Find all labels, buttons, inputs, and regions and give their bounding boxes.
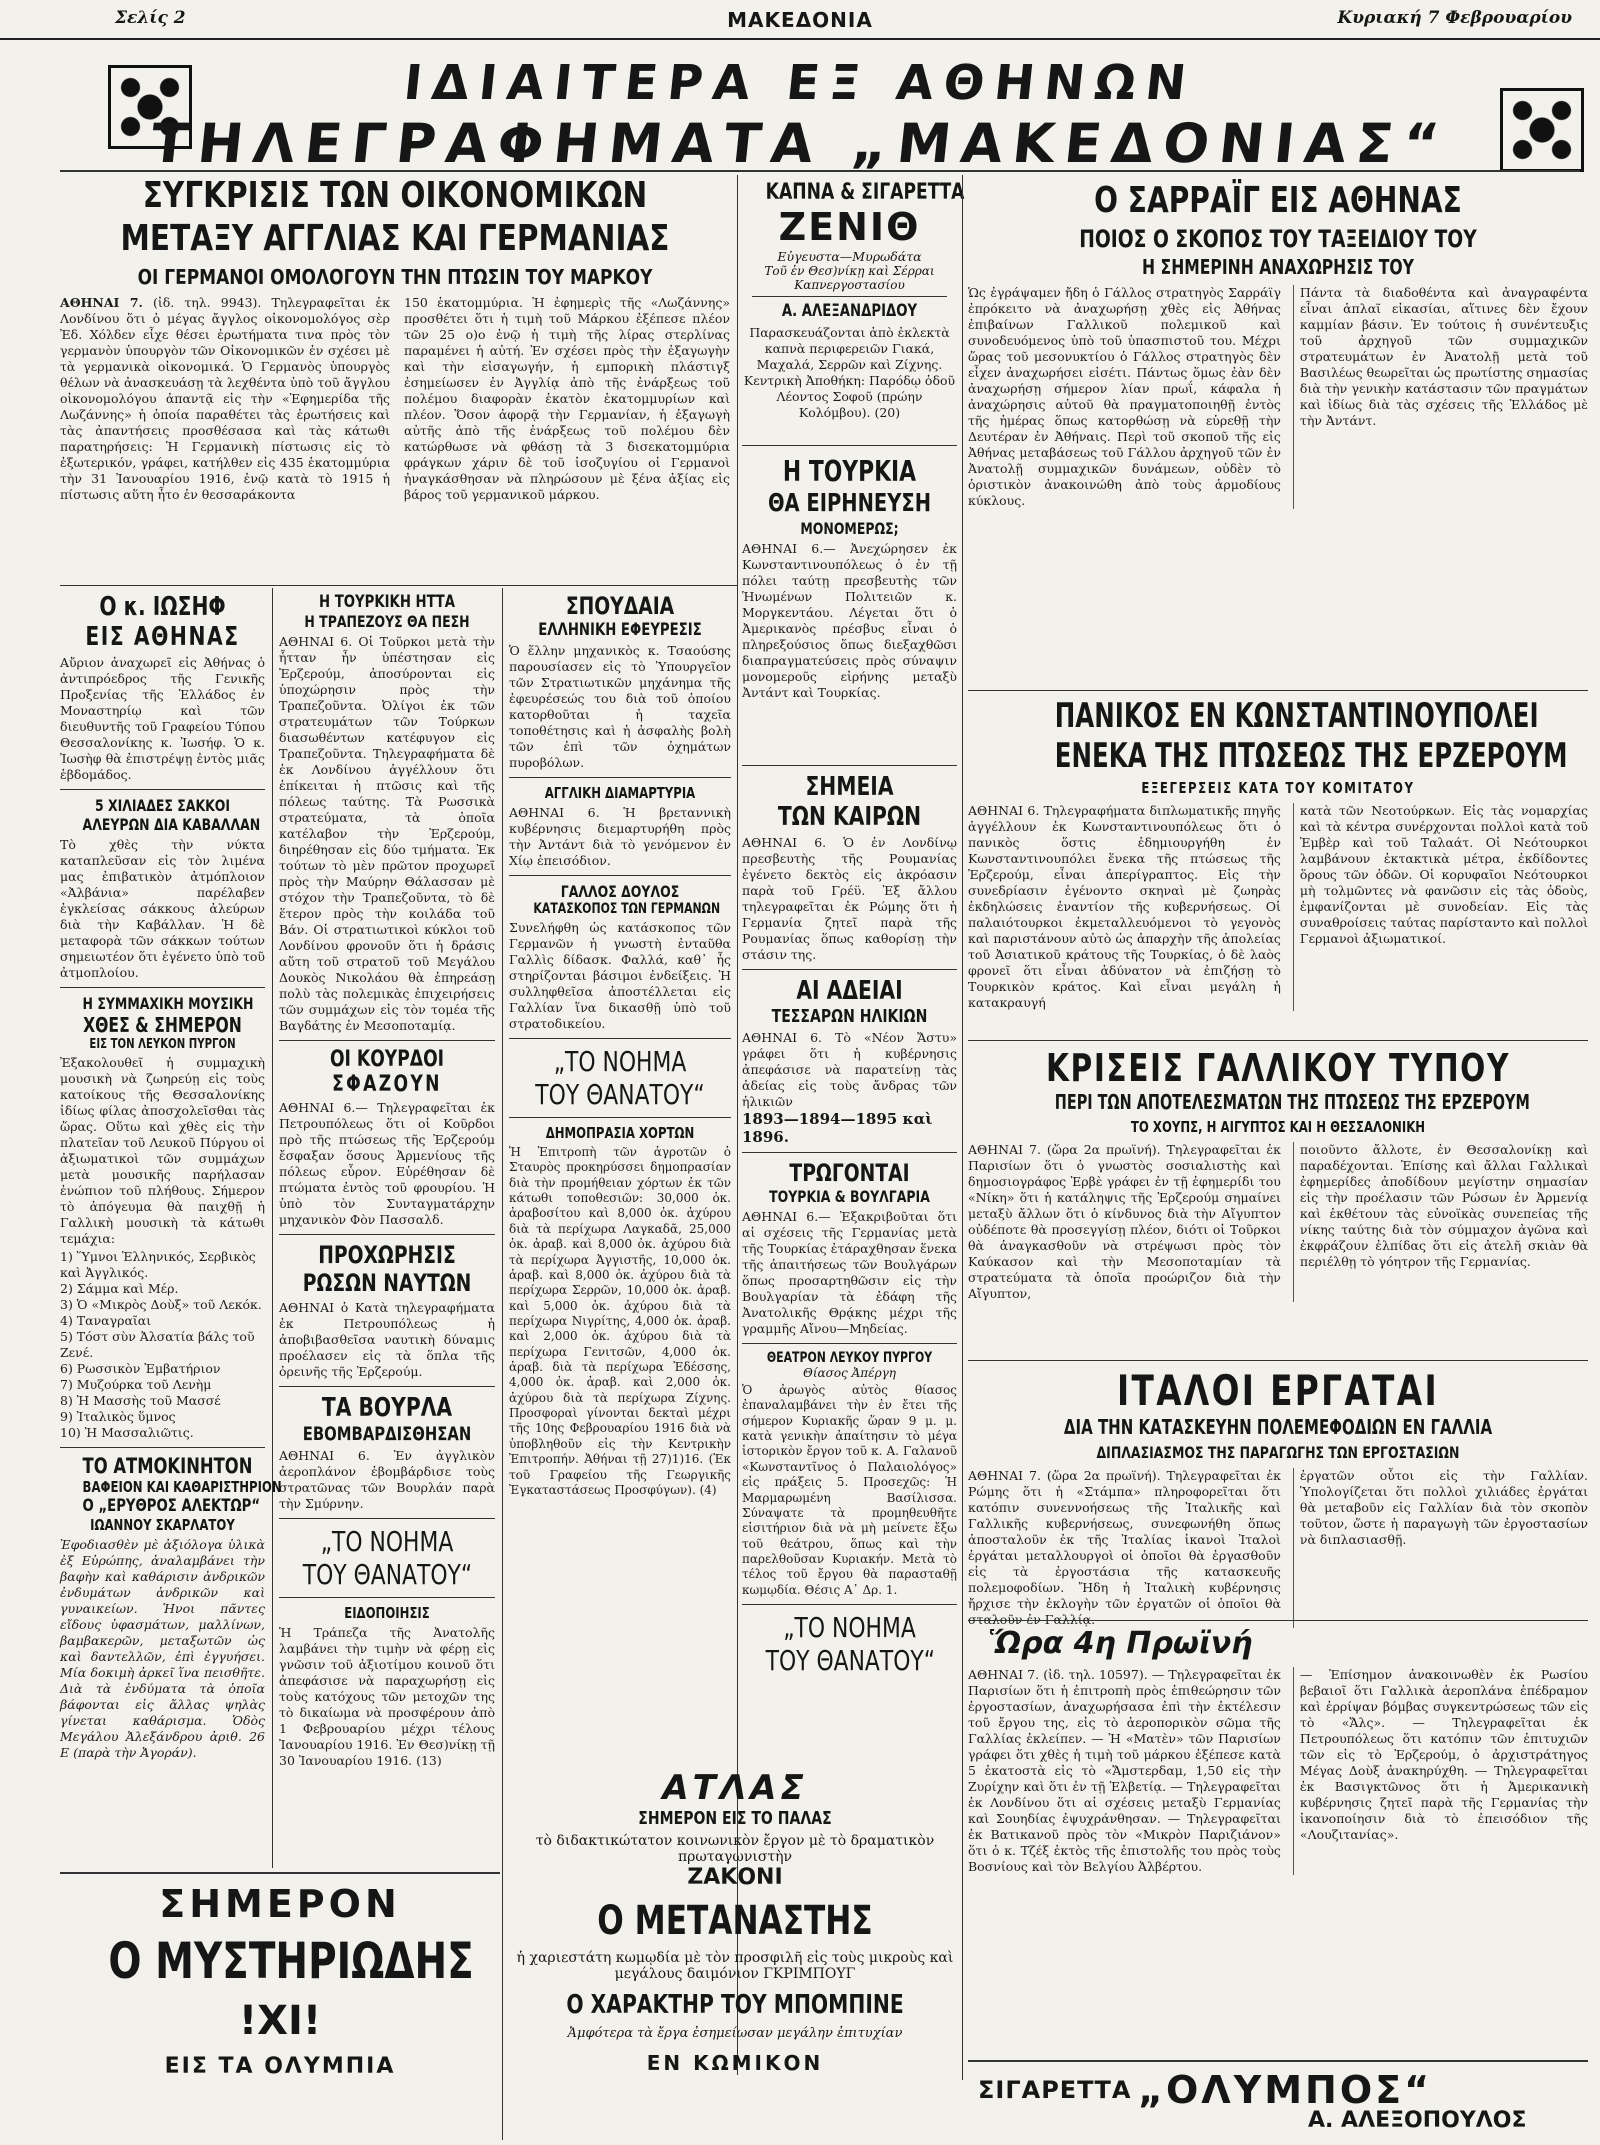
sarrail-text-right: Πάντα τὰ διαδοθέντα καὶ ἀναγραφέντα εἶναι ἁπλαῖ εἰκασίαι, αἵτινες δὲν ἔχουν καμμίαν βάσιν. Ἐν τούτοις ἡ συνέντευξις τοῦ ἀρχηγοῦ τῶν συμμαχικῶν στρατευμάτων ἐν Ἀνατολῇ μετὰ τοῦ Βασιλέως θεωρεῖται ὡς πρωτίστης σημασίας διὰ τὴν γενικὴν κατάστασιν τῶν πραγμάτων καὶ ἰδίως διὰ τὰς σχέσεις τῆς Ἑλλάδος μὲ τὴν Ἀντάντ. (1293, 285, 1588, 509)
banner-rule (60, 170, 1580, 172)
lead-dateline: ΑΘΗΝΑΙ 7. (60, 295, 143, 310)
kapna-text: Παρασκευάζονται ἀπὸ ἐκλεκτὰ καπνὰ περιφερειῶν Γιακά, Μαχαλά, Σερρῶν καὶ Ζίχνης. Κεντρικὴ Ἀποθήκη: Παρόδῳ ὁδοῦ Λέοντος Σοφοῦ (πρώην Κολόμβου). (20) (743, 325, 956, 420)
spoydaia-text: Ὁ ἕλλην μηχανικὸς κ. Τσαούσης παρουσίασεν εἰς τὸ Ὑπουργεῖον τῶν Στρατιωτικῶν μηχάνημα τῆς ἐφευρέσεώς του διὰ τοῦ ὁποίου κατορθοῦται ἡ ταχεῖα τοποθέτησις καὶ ἡ ἀσφαλὴς βολὴ τῶν ἐπὶ τῶν ὀχημάτων πυροβόλων. (509, 643, 731, 770)
col-b (279, 592, 495, 1769)
ad-komikon: ΕΝ ΚΩΜΙΚΟΝ (646, 2051, 824, 2075)
column-rule-4 (502, 588, 503, 1868)
program-item: 10) Ἡ Μασσαλιῶτις. (60, 1425, 194, 1440)
voyrla-text: ΑΘΗΝΑΙ 6. Ἐν ἀγγλικὸν ἀεροπλάνον ἐβομβάρδισε τοὺς στρατῶνας τῶν Βουρλάν παρὰ τὴν Σμύρνην. (279, 1448, 495, 1511)
sarrail-subtitle-2: Η ΣΗΜΕΡΙΝΗ ΑΝΑΧΩΡΗΣΙΣ ΤΟΥ (1142, 255, 1414, 279)
kriseis-rule (968, 1040, 1588, 1041)
noima3-line2: ΤΟΥ ΘΑΝΑΤΟΥ“ (765, 1644, 936, 1678)
panikos-title2: ΕΝΕΚΑ ΤΗΣ ΠΤΩΣΕΩΣ ΤΗΣ ΕΡΖΕΡΟΥΜ (1054, 736, 1568, 776)
col-a (60, 592, 282, 1761)
iosif-text: Αὔριον ἀναχωρεῖ εἰς Ἀθήνας ὁ ἀντιπρόεδρος τῆς Γενικῆς Προξενίας τῆς Ἑλλάδος ἐν Μοναστηρίῳ καὶ τῶν διευθυντῆς τοῦ Γραφείου Τύπου Θεσσαλονίκης κ. Ἰωσήφ. Ὁ κ. Ἰωσὴφ θὰ ἐπιστρέψῃ ἐντὸς μιᾶς ἑβδομάδος. (60, 655, 265, 782)
panikos-text-right: κατὰ τῶν Νεοτούρκων. Εἰς τὰς νομαρχίας καὶ τὰ κέντρα συνέρχονται πολλοὶ κατὰ τοῦ Ἐμβὲρ καὶ τοῦ Ταλαάτ. Οἱ Νεότουρκοι λαμβάνουν ἐκτακτικὰ μέτρα, ἐκδίδοντες ὅρους τῶν ὁδῶν. Οἱ κορυφαῖοι Νεότουρκοι μὴ τολμῶντες νὰ φανῶσιν εἰς τὰς ὁδοὺς, ἐμφανίζονται μὲ συνοδείαν. Εἰς τὰς συναθροίσεις ταύτας παρίσταντο καὶ πολλοὶ Γερμανοὶ ἀξιωματικοί. (1293, 803, 1588, 1011)
banner-line-2: ΤΗΛΕΓΡΑΦΗΜΑΤΑ „ΜΑΚΕΔΟΝΙΑΣ“ (147, 112, 1453, 175)
mousiki-title3: ΕΙΣ ΤΟΝ ΛΕΥΚΟΝ ΠΥΡΓΟΝ (89, 1037, 236, 1052)
banner-line-1: ΙΔΙΑΙΤΕΡΑ ΕΞ ΑΘΗΝΩΝ (401, 55, 1199, 111)
col-d (742, 765, 957, 1677)
itta-title1: Η ΤΟΥΡΚΙΚΗ ΗΤΤΑ (318, 592, 455, 612)
atmokiniton-title4: ΙΩΑΝΝΟΥ ΣΚΑΡΛΑΤΟΥ (90, 1516, 235, 1534)
noima1-line2: ΤΟΥ ΘΑΝΑΤΟΥ“ (302, 1558, 473, 1591)
ad-alexopoulos: Α. ΑΛΕΞΟΠΟΥΛΟΣ (1308, 2108, 1527, 2133)
ad-metanastis: Ο ΜΕΤΑΝΑΣΤΗΣ (597, 1898, 873, 1944)
koyrdoi-title1: ΟΙ ΚΟΥΡΔΟΙ (329, 1047, 445, 1072)
kapna-title: ΚΑΠΝΑ & ΣΙΓΑΡΕΤΤΑ (765, 180, 965, 205)
theatron-title: ΘΕΑΤΡΟΝ ΛΕΥΚΟΥ ΠΥΡΓΟΥ (766, 1350, 933, 1366)
simeron-rule (60, 1872, 500, 1874)
mousiki-title1: Η ΣΥΜΜΑΧΙΚΗ ΜΟΥΣΙΚΗ (82, 994, 254, 1013)
palas-ad (509, 1768, 961, 2075)
noima3-line1: „ΤΟ ΝΟΗΜΑ (783, 1611, 916, 1645)
sarrail-title: Ο ΣΑΡΡΑΪΓ ΕΙΣ ΑΘΗΝΑΣ (1094, 180, 1462, 221)
ad-olympia: ΕΙΣ ΤΑ ΟΛΥΜΠΙΑ (164, 2054, 396, 2079)
noima1-line1: „ΤΟ ΝΟΗΜΑ (320, 1525, 454, 1558)
kriseis-text-left: ΑΘΗΝΑΙ 7. (ὥρα 2α πρωϊνή). Τηλεγραφεῖται ἐκ Παρισίων ὅτι ὁ γνωστὸς σοσιαλιστὴς καὶ δημοσιογράφος Ἐρβὲ γράφει ἐν τῇ ἐφημερίδι του «Νίκη» ὅτι ἡ κατάληψις τῆς Ἐρζερούμ σημαίνει μεταξὺ ἄλλων ὅτι ὁ κίνδυνος διὰ τὴν Αἴγυπτον οὐδέποτε θὰ προσεγγίσῃ πλέον, διότι οἱ Τοῦρκοι θὰ ἀναγκασθοῦν νὰ στρέψωσι πρὸς τὸν Καύκασον καὶ τὴν Μεσοποταμίαν τὰ στρατεύματα τὰ ὁποῖα προώριζον διὰ τὴν Αἴγυπτον, (968, 1142, 1281, 1301)
ad-olympos: „ΟΛΥΜΠΟΣ“ (1138, 2068, 1433, 2112)
kapna-ad (742, 180, 965, 421)
header-rule (0, 38, 1600, 40)
program-item: 2) Σάμμα καὶ Μέρ. (60, 1281, 179, 1296)
panikos-rule (968, 690, 1588, 691)
atmokiniton-text: Ἐφοδιασθὲν μὲ ἀξιόλογα ὑλικὰ ἐξ Εὐρώπης, ἀναλαμβάνει τὴν βαφὴν καὶ καθάρισιν ἀνδρικῶν ἐνδυμάτων ἀνδρικῶν καὶ γυναικείων. Ἡνοι πᾶντες εἴδους ὑφασμάτων, μαλλίνων, βαμβακερῶν, μεταξωτῶν ὡς καὶ δαντελλῶν, ἐπὶ ἐγγυήσει. Μία δοκιμὴ ἀρκεῖ ἵνα πεισθῆτε. Διὰ τὰ ἐνδύματα τὰ ὁποῖα βάφονται εἰς ἄλλας ψηλὰς γίνεται καθάρισμα. Ὁδὸς Μεγάλου Ἀλεξάνδρου ἀριθ. 26 Ε (παρὰ τὴν Ἀγοράν). (60, 1537, 265, 1760)
kriseis-title1: ΚΡΙΣΕΙΣ ΓΑΛΛΙΚΟΥ ΤΥΠΟΥ (1046, 1046, 1510, 1090)
column-rule-3 (272, 588, 273, 1868)
simeia-title1: ΣΗΜΕΙΑ (805, 772, 894, 802)
program-item: 6) Ρωσσικὸν Ἐμβατήριον (60, 1361, 221, 1376)
itta-title2: Η ΤΡΑΠΕΖΟΥΣ ΘΑ ΠΕΣΗ (304, 612, 470, 631)
noima2-line1: „ΤΟ ΝΟΗΜΑ (553, 1045, 687, 1078)
ora4-rule (968, 1620, 1588, 1621)
dimoprasia-text: Ἡ Ἐπιτροπὴ τῶν ἀγροτῶν ὁ Σταυρὸς προκηρύσσει δημοπρασίαν διὰ τὴν προμήθειαν χόρτων ἐκ τῶν κάτωθι τοποθεσιῶν: 30,000 ὀκ. ἀραβοσίτου καὶ 8,000 ὀκ. ἀχύρου διὰ τὰ περίχωρα Λαγκαδᾶ, 25,000 ὀκ. ἀραβ. καὶ 8,000 ὀκ. ἀχύρου διὰ τὰ περίχωρα Ἀγγιστῆς, 10,000 ὀκ. ἀραβ. καὶ 8,000 ὀκ. ἀχύρου διὰ τὰ περίχωρα Σερρῶν, 10,000 ὀκ. ἀραβ. καὶ 5,000 ὀκ. ἀχύρου διὰ τὰ περίχωρα Νιγρίτης, 4,000 ὀκ. ἀραβ. καὶ 2,000 ὀκ. ἀχύρου διὰ τὰ περίχωρα Γενιτσῶν, 4,000 ὀκ. ἀραβ. διὰ τὰ περίχωρα Ἐδέσσης, 4,000 ὀκ. ἀραβ. καὶ 2,000 ὀκ. ἀχύρου διὰ τὰ περίχωρα Ζίχνης. Προσφοραὶ γίνονται δεκταὶ μέχρι τῆς 10ης Φεβρουαρίου 1916 διὰ νὰ ὑποβληθοῦν εἰς τὴν Κεντρικὴν Ἐπιτροπήν. Ἀθήναι τῇ 27)1)16. (Ἐκ τοῦ Γραφείου τῆς Γεωργικῆς Ἐγκαταστάσεως Προσφύγων). (4) (509, 1145, 731, 1497)
spoydaia-title1: ΣΠΟΥΔΑΙΑ (565, 592, 675, 620)
program-item: 9) Ἰταλικὸς ὕμνος (60, 1409, 176, 1424)
sakkoi-text: Τὸ χθὲς τὴν νύκτα καταπλεῦσαν εἰς τὸν λιμένα μας ἐπιβατικὸν ἀτμόπλοιον «Ἀλβάνια» παρέλαβεν ἐγκλείσας σάκκους ἀλεύρων διὰ τὴν Καβάλλαν. Ἡ δὲ μεταφορὰ τῶν σάκκων τούτων σημειωτέον ὅτι ἐγένετο ὑπὸ τοῦ ἀτμοπλοίου. (60, 837, 265, 980)
lead-text-right: 150 ἑκατομμύρια. Ἡ ἐφημερὶς τῆς «Λωζάννης» προσθέτει ὅτι ἡ τιμὴ τοῦ Μάρκου ἐξέπεσε πλέον τῶν 25 ο)ο ἐνῷ ἡ τιμὴ τῆς λίρας στερλίνας παραμένει ἡ αὐτή. Ἐν σχέσει πρὸς τὴν ἐξαγωγὴν καὶ τὴν εἰσαγωγήν, ἡ εμπορικὴ πλάστιγξ ἐσημείωσεν ἐν Ἀγγλίᾳ ἀπὸ τῆς ἐνάρξεως τοῦ πολέμου διαφορὰν ἑκατὸν ἑκατομμυρίων καὶ πλέον. Ὅσον ἀφορᾷ τὴν Γερμανίαν, ἡ ἐξαγωγὴ αὐτῆς ἀπὸ τῆς ἐνάρξεως τοῦ πολέμου δὲν κατώρθωσε νὰ φθάσῃ τὰ 3 δισεκατομμύρια φράγκων χάριν δὲ τοῦ ἰσοζυγίου οἱ Γερμανοὶ ἠναγκάσθησαν νὰ πληρώσουν μὲ ξένα ἀξίας εἰς βάρος τοῦ γερμανικοῦ μάρκου. (404, 295, 730, 502)
sarrail-text-left: Ὡς ἐγράψαμεν ἤδη ὁ Γάλλος στρατηγὸς Σαρράϊγ ἐπρόκειτο νὰ ἀναχωρήσῃ χθὲς εἰς Ἀθήνας ἐπιβαίνων Γαλλικοῦ πολεμικοῦ καὶ συνοδευόμενος ὑπὸ τοῦ ὑπασπιστοῦ του. Μέχρι ὥρας τοῦ μεσονυκτίου ὁ Γάλλος στρατηγὸς δὲν εἶχεν ἀναχωρήσει εἰσέτι. Πάντως ὅμως ἐὰν δὲν ἀναχωρήσῃ σήμερον λίαν πρωΐ, κάφαλα ἡ ἀναχώρησις αὐτοῦ θὰ πραγματοποιηθῇ ἐντὸς τῆς ἡμέρας ὅπως κατορθώσῃ νὰ εὑρεθῇ τὴν Δευτέραν ἐν Ἀθήναις. Περὶ τοῦ σκοποῦ τῆς εἰς Ἀθήνας μεταβάσεως τοῦ Γάλλου ἀρχηγοῦ τῶν ἐν Ἀνατολῇ συμμαχικῶν δυνάμεων, οὐδὲν τὸ ὁριστικὸν ἀνακοινώθη ἀπὸ τοὺς ἁρμοδίους κύκλους. (968, 285, 1281, 508)
itta-text: ΑΘΗΝΑΙ 6. Οἱ Τοῦρκοι μετὰ τὴν ἧτταν ἦν ὑπέστησαν εἰς Ἐρζερούμ, ἀποσύρονται εἰς ὑποχώρησιν πρὸς τὴν Τραπεζοῦντα. Ὀλίγοι ἐκ τῶν στρατευμάτων τῶν Τούρκων διασωθέντων κατέφυγον εἰς Τραπεζοῦντα. Τηλεγραφήματα δὲ ἐκ Λονδίνου ἀγγέλλουν ὅτι ἐπίκειται ἡ πτῶσις καὶ τῆς πόλεως ταύτης. Τὰ Ρωσσικὰ στρατεύματα, τὰ ὁποῖα κατέλαβον τὴν Ἐρζερούμ, διηρέθησαν εἰς δύο τμήματα. Ἐκ τούτων τὸ μὲν πρῶτον προχωρεῖ πρὸς τὴν Μαύρην Θάλασσαν μὲ στόχον τὴν Τραπεζοῦντα, τὸ δὲ ἕτερον πρὸς τὴν κοιλάδα τοῦ Βάν. Οἱ στρατιωτικοὶ κύκλοι τοῦ Λονδίνου φρονοῦν ὅτι ἡ δράσις αὕτη τοῦ στρατοῦ τοῦ Μεγάλου Δουκὸς Νικολάου θὰ ἐπηρεάσῃ πολὺ τὰς πολεμικὰς ἐπιχειρήσεις τῶν συμμάχων εἰς τὸν τομέα τῆς Βαγδάτης ἐν Μεσοποταμίᾳ. (279, 634, 495, 1033)
italoi-title2: ΔΙΑ ΤΗΝ ΚΑΤΑΣΚΕΥΗΝ ΠΟΛΕΜΕΦΟΔΙΩΝ ΕΝ ΓΑΛΛΙΑ (1063, 1415, 1493, 1439)
mousiki-text: Ἐξακολουθεῖ ἡ συμμαχικὴ μουσικὴ νὰ ζωηρεύῃ εἰς τοὺς κατοίκους τῆς Θεσσαλονίκης ἰδίως φίλας ἀποσχολεῖσθαι τὰς ὥρας. Οὕτω καὶ χθὲς εἰς τὴν πλατεῖαν τοῦ Λευκοῦ Πύργου οἱ ἀξιωματικοὶ τῶν συμμάχων μετὰ μουσικῆς παρήλασαν ἐνώπιον τοῦ πλήθους. Σήμερον τὸ ἀπόγευμα θὰ παιχθῇ ἡ Γαλλικὴ μουσικὴ τὰ κάτωθι τεμάχια: (60, 1055, 265, 1246)
ad-zakoni-line: τὸ διδακτικώτατον κοινωνικὸν ἔργον μὲ τὸ δραματικὸν πρωταγωνιστὴν (535, 1833, 935, 1865)
proxorisis-title2: ΡΩΣΩΝ ΝΑΥΤΩΝ (302, 1269, 472, 1297)
kriseis-article (968, 1046, 1588, 1302)
ad-komodia-line: ἡ χαριεστάτη κωμῳδία μὲ τὸν προσφιλῆ εἰς τοὺς μικροὺς καὶ μεγάλους δαιμόνιον ΓΚΡΙΜΠΟΥΓ (516, 1950, 954, 1982)
mousiki-title2: ΧΘΕΣ & ΣΗΜΕΡΟΝ (83, 1013, 242, 1037)
atmokiniton-title2: ΒΑΦΕΙΟΝ ΚΑΙ ΚΑΘΑΡΙΣΤΗΡΙΟΝ (82, 1478, 282, 1496)
tourkia-eirini-title3: ΜΟΝΟΜΕΡΩΣ; (800, 519, 899, 538)
ad-palas-line: ΣΗΜΕΡΟΝ ΕΙΣ ΤΟ ΠΑΛΑΣ (638, 1808, 832, 1829)
koyrdoi-text: ΑΘΗΝΑΙ 6.— Τηλεγραφεῖται ἐκ Πετρουπόλεως ὅτι οἱ Κοῦρδοι πρὸ τῆς πτώσεως τῆς Ἐρζερούμ ἔσφαξαν ὅσους Ἀρμενίους τῆς πόλεως εὗρον. Εὑρέθησαν δὲ πτώματα ἐντὸς τοῦ φρουρίου. Ἡ ὑπὸ τὸν Συνταγματάρχην μηχανικὸν Φὸν Πασσαλδ. (279, 1100, 495, 1227)
lead-article (60, 175, 730, 503)
gallos-title2: ΚΑΤΑΣΚΟΠΟΣ ΤΩΝ ΓΕΡΜΑΝΩΝ (533, 901, 721, 917)
gallos-title1: ΓΑΛΛΟΣ ΔΟΥΛΟΣ (560, 882, 680, 901)
mystiriodis-ad (60, 1882, 500, 2079)
kapna-brand: ΖΕΝΙΘ (778, 205, 921, 249)
ad-sigaretta: ΣΙΓΑΡΕΤΤΑ (978, 2076, 1132, 2104)
sarrail-subtitle: ΠΟΙΟΣ Ο ΣΚΟΠΟΣ ΤΟΥ ΤΑΞΕΙΔΙΟΥ ΤΟΥ (1079, 225, 1477, 253)
adeiai-text: ΑΘΗΝΑΙ 6. Τὸ «Νέον Ἄστυ» γράφει ὅτι ἡ κυβέρνησις ἀπεφάσισε νὰ παρατείνῃ τὰς ἀδείας εἰς τοὺς ἄνδρας τῶν ἡλικιῶν (742, 1030, 957, 1109)
ora4-title: Ὥρα 4η Πρωϊνή (988, 1626, 1253, 1661)
panikos-article (968, 696, 1588, 1011)
kapna-line1: Εὐγευστα—Μυρωδάτα (777, 249, 922, 264)
issue-date: Κυριακή 7 Φεβρουαρίου (1337, 8, 1572, 28)
tourkia-eirini-title2: ΘΑ ΕΙΡΗΝΕΥΣΗ (767, 488, 932, 517)
sakkoi-title2: ΑΛΕΥΡΩΝ ΔΙΑ ΚΑΒΑΛΛΑΝ (82, 815, 261, 834)
diamartyria-title: ΑΓΓΛΙΚΗ ΔΙΑΜΑΡΤΥΡΙΑ (544, 784, 696, 802)
program-item: 1) Ὕμνοι Ἑλληνικός, Σερβικὸς καὶ Ἀγγλικός. (60, 1249, 256, 1280)
sakkoi-title1: 5 ΧΙΛΙΑΔΕΣ ΣΑΚΚΟΙ (94, 796, 231, 815)
gallos-text: Συνελήφθη ὡς κατάσκοπος τῶν Γερμανῶν ἡ γνωστὴ ἐνταῦθα Γαλλὶς δίδασκ. Φαλλά, καθ᾽ ἧς στηρίζονται βάσιμοι ἐνδείξεις. Ἡ συλληφθεῖσα ἀποστέλλεται εἰς Γαλλίαν ἵνα δικασθῇ ὑπὸ τοῦ στρατοδικείου. (509, 920, 731, 1031)
theatron-text: Ὁ ἀρωγὸς αὐτὸς θίασος ἐπαναλαμβάνει τὴν ἐν ἔτει τῆς σήμερον Κυριακῆς ὥραν 9 μ. μ. κατὰ γενικὴν ἀπαίτησιν τὸ μέγα ἱστορικὸν ἔργον τοῦ κ. Α. Γαλανοῦ «Κωνσταντῖνος ὁ Παλαιολόγος» εἰς πράξεις 5. Προσεχῶς: Ἡ Μαρμαρωμένη Βασίλισσα. Σύναψατε τὰ προμηθευθῆτε εἰσιτήριον διὰ νὰ μὴ μείνετε ἔξω τοῦ θεάτρου, ὅπως καὶ τὴν παρελθοῦσαν Κυριακήν. Μετὰ τὸ τέλος τοῦ ἔργου θὰ παρασταθῇ κωμῳδία. Θέσις Α᾽ Δρ. 1. (742, 1383, 957, 1597)
column-rule-2 (962, 175, 963, 2080)
italoi-text-left: ΑΘΗΝΑΙ 7. (ὥρα 2α πρωϊνή). Τηλεγραφεῖται ἐκ Ρώμης ὅτι ἡ «Στάμπα» πληροφορεῖται ὅτι κατόπιν συνεννοήσεως τῆς Ἰταλικῆς καὶ Γαλλικῆς κυβερνήσεως, συνεφωνήθη ὅπως ἀποσταλοῦν ἐκ τῆς Ἰταλίας ἰκανοὶ Ἰταλοὶ ἐργάται μεταλλουργοὶ οἱ ὁποῖοι θὰ ἐργασθοῦν εἰς τὰ ἐργοστάσια τῆς κατασκευῆς πολεμοφοδίων. Ἤδη ἡ Ἰταλικὴ κυβέρνησις ἤρχισε τὴν ἐκλογὴν τῶν ἐργατῶν οἱ ὁποῖοι θὰ σταλοῦν ἐν Γαλλίᾳ. (968, 1468, 1281, 1627)
kapna-rule (742, 445, 957, 446)
mousiki-program (60, 1249, 265, 1441)
program-item: 5) Τόστ σὺν Ἀλσατία βάλς τοῦ Ζενέ. (60, 1329, 255, 1360)
tourkia-eirini-text: ΑΘΗΝΑΙ 6.— Ἀνεχώρησεν ἐκ Κωνσταντινουπόλεως ὁ ἐν τῇ πόλει ταύτῃ πρεσβευτὴς τῶν Ἡνωμένων Πολιτειῶν κ. Μοργκεντάου. Λέγεται ὅτι ὁ Ἀμερικανὸς πρέσβυς εἶναι ὁ πληρεξούσιος ὅπως διεξαχθῶσι διαπραγματεύσεις πρὸς σύναψιν μονομεροῦς εἰρήνης μεταξὺ Ἀντάντ καὶ Τουρκίας. (742, 541, 957, 700)
ad-xaraktir: Ο ΧΑΡΑΚΤΗΡ ΤΟΥ ΜΠΟΜΠΙΝΕ (566, 1990, 904, 2020)
page-number: Σελίς 2 (115, 8, 186, 28)
panikos-subtitle: ΕΞΕΓΕΡΣΕΙΣ ΚΑΤΑ ΤΟΥ ΚΟΜΙΤΑΤΟΥ (1141, 779, 1415, 797)
olympos-rule (968, 2060, 1588, 2062)
ornament-right-icon (1500, 88, 1584, 172)
ora4-text-left: ΑΘΗΝΑΙ 7. (ἰδ. τηλ. 10597). — Τηλεγραφεῖται ἐκ Παρισίων ὅτι ἡ ἐπιτροπὴ πρὸς ἐπιθεώρησιν τῶν ἐργοστασίων, ἀναχωρήσασα ἐπὶ τὴν ἐκτέλεσιν τοῦ ἔργου της, εἰς τὸ ἀεροπορικὸν σῶμα τῆς Γαλλίας ἐκλείπεν. — Ἡ «Ματὲν» τῶν Παρισίων γράφει ὅτι χθὲς ἡ τιμὴ τοῦ μάρκου ἐξέπεσε κατὰ 5 ἑκατοστὰ εἰς τὸ «Ἄμστερδαμ, 1,50 εἰς τὴν Ζυρίχην καὶ ὅτι ἐν τῇ Ἑλβετίᾳ. — Τηλεγραφεῖται ἐκ Λονδίνου ὅτι αἱ σχέσεις μεταξὺ Γερμανίας καὶ Σουηδίας ἐψυχράνθησαν. — Τηλεγραφεῖται ἐκ Βατικανοῦ πρὸς τὸν «Μικρὸν Παριζιάνον» ὅτι ὁ κ. Τζέξ ἐκτὸς τῆς ἐπιστολῆς του πρὸς τοὺς Βοσνίους καὶ τὸν Βελγίου Ἀλβέρτου. (968, 1667, 1281, 1874)
italoi-title1: ΙΤΑΛΟΙ ΕΡΓΑΤΑΙ (1117, 1366, 1439, 1415)
ad-epitixia: Ἀμφότερα τὰ ἔργα ἐσημείωσαν μεγάλην ἐπιτυχίαν (567, 2026, 903, 2041)
eidopoiisis-text: Ἡ Τράπεζα τῆς Ἀνατολῆς λαμβάνει τὴν τιμὴν νὰ φέρῃ εἰς γνῶσιν τοῦ ἀξιοτίμου κοινοῦ ὅτι ἀπεφάσισε νὰ παραχωρήσῃ εἰς τοὺς κατόχους τῶν μετοχῶν της τὸ δικαίωμα νὰ προσφέρουν ἀπὸ 1 Φεβρουαρίου μέχρι τέλους Ἰανουαρίου 1916. Ἐν Θεσ)νίκῃ τῇ 30 Ἰανουαρίου 1916. (13) (279, 1625, 495, 1768)
ad-zakoni: ΖΑΚΟΝΙ (687, 1865, 783, 1890)
eidopoiisis-title: ΕΙΔΟΠΟΙΗΣΙΣ (344, 1604, 430, 1622)
adeiai-years: 1893—1894—1895 καὶ 1896. (742, 1110, 933, 1146)
program-item: 7) Μυζούρκα τοῦ Λενὴμ (60, 1377, 212, 1392)
italoi-text-right: ἐργατῶν οὗτοι εἰς τὴν Γαλλίαν. Ὑπολογίζεται ὅτι πολλοὶ χιλιάδες ἐργάται θὰ μεταβοῦν εἰς Γαλλίαν διὰ τὸν σκοπὸν τοῦτον, ὥστε ἡ παραγωγὴ τῶν ἐργοστασίων νὰ διπλασιασθῇ. (1293, 1468, 1588, 1628)
sarrail-article (968, 180, 1588, 509)
kriseis-text-right: ποιοῦντο ἄλλοτε, ἐν Θεσσαλονίκῃ καὶ παραδέχονται. Ἐπίσης καὶ ἄλλαι Γαλλικαὶ ἐφημερίδες ἀποδίδουν μεγίστην σημασίαν εἰς τὴν προέλασιν τῶν Ρώσων ἐν Ἀρμενίᾳ καὶ ἐκθέτουν τὰς εὐνοϊκὰς συνεπείας τῆς νίκης ταύτης διὰ τὸν σύμμαχον ἀγῶνα καὶ ἐκφράζουν ἐλπίδας ὅτι εἰς ἀτελῆ σκιὰν θὰ περιέλθῃ τὸ γόητρον τῆς Γερμανίας. (1293, 1142, 1588, 1302)
simeia-text: ΑΘΗΝΑΙ 6. Ὁ ἐν Λονδίνῳ πρεσβευτὴς τῆς Ρουμανίας ἐγένετο δεκτὸς εἰς ἀκρόασιν παρὰ τοῦ Γρέϋ. Ἐξ ἄλλου τηλεγραφεῖται ἐκ Ρώμης ὅτι ἡ Γερμανία ζητεῖ παρὰ τῆς Ρουμανίας ὅπως καθορίσῃ τὴν στάσιν της. (742, 835, 957, 962)
row2-rule (60, 585, 737, 586)
program-item: 4) Ταναγραῖαι (60, 1313, 152, 1328)
koyrdoi-title2: ΣΦΑΖΟΥΝ (332, 1072, 442, 1097)
kriseis-title2: ΠΕΡΙ ΤΩΝ ΑΠΟΤΕΛΕΣΜΑΤΩΝ ΤΗΣ ΠΤΩΣΕΩΣ ΤΗΣ ΕΡΖΕΡΟΥΜ (1054, 1090, 1530, 1114)
kriseis-subtitle: ΤΟ ΧΟΥΠΣ, Η ΑΙΓΥΠΤΟΣ ΚΑΙ Η ΘΕΣΣΑΛΟΝΙΚΗ (1130, 1118, 1426, 1136)
ad-simeron: ΣΗΜΕΡΟΝ (159, 1882, 401, 1926)
voyrla-title1: ΤΑ ΒΟΥΡΛΑ (321, 1393, 453, 1423)
tourkia-eirini-title1: Η ΤΟΥΡΚΙΑ (782, 455, 917, 488)
olympos-ad (968, 2068, 1588, 2138)
iosif-title1: Ο κ. ΙΩΣΗΦ (99, 592, 226, 622)
ad-ix: !ΧΙ! (238, 1998, 322, 2044)
theatron-subtitle: Θίασος Ἀπέργη (802, 1366, 896, 1380)
kapna-line2: Τοῦ ἐν Θεσ)νίκῃ καὶ Σέρραι Καπνεργοστασίου (764, 264, 935, 292)
program-item: 8) Ἡ Μασσὴς τοῦ Μασσέ (60, 1393, 221, 1408)
simeia-title2: ΤΩΝ ΚΑΙΡΩΝ (777, 802, 922, 832)
atmokiniton-title1: ΤΟ ΑΤΜΟΚΙΝΗΤΟΝ (82, 1454, 253, 1478)
adeiai-title2: ΤΕΣΣΑΡΩΝ ΗΛΙΚΙΩΝ (771, 1006, 928, 1027)
noima2-line2: ΤΟΥ ΘΑΝΑΤΟΥ“ (535, 1078, 705, 1111)
program-item: 3) Ὁ «Μικρὸς Δοὺξ» τοῦ Λεκόκ. (60, 1297, 262, 1312)
atmokiniton-title3: Ο „ΕΡΥΘΡΟΣ ΑΛΕΚΤΩΡ“ (82, 1496, 261, 1516)
spoydaia-title2: ΕΛΛΗΝΙΚΗ ΕΦΕΥΡΕΣΙΣ (538, 620, 702, 640)
tourkia-eirini-article (742, 455, 957, 701)
panikos-title1: ΠΑΝΙΚΟΣ ΕΝ ΚΩΝΣΤΑΝΤΙΝΟΥΠΟΛΕΙ (1054, 696, 1539, 736)
diamartyria-text: ΑΘΗΝΑΙ 6. Ἡ βρεταννικὴ κυβέρνησις διεμαρτυρήθη πρὸς τὴν Ἀντάντ διὰ τὸ γενόμενον ἐν Χίῳ ἐπεισόδιον. (509, 805, 731, 868)
trogontai-title2: ΤΟΥΡΚΙΑ & ΒΟΥΛΓΑΡΙΑ (769, 1187, 930, 1206)
newspaper-name: ΜΑΚΕΔΟΝΙΑ (727, 8, 873, 32)
proxorisis-title1: ΠΡΟΧΩΡΗΣΙΣ (318, 1241, 456, 1269)
lead-subtitle: ΟΙ ΓΕΡΜΑΝΟΙ ΟΜΟΛΟΓΟΥΝ ΤΗΝ ΠΤΩΣΙΝ ΤΟΥ ΜΑΡΚΟΥ (137, 265, 653, 289)
lead-text-left: (ἰδ. τηλ. 9943). Τηλεγραφεῖται ἐκ Λονδίνου ὅτι ὁ μέγας ἄγγλος οἰκονομολόγος σὲρ Ἐδ. Χόλδεν εἶχε θέσει ἐρωτήματα τινα πρὸς τὸν γερμανὸν ὑπουργὸν τῶν Οἰκονομικῶν ἐν σχέσει μὲ τὰ γερμανικὰ οἰκονομικά. Ὁ Γερμανὸς ὑπουργὸς θέλων νὰ ἀνασκευάσῃ τὰ λεχθέντα ὑπὸ τοῦ ἄγγλου οἰκονομολόγου ἀπαντᾷ εἰς τὴν «Ἐφημερίδα τῆς Λωζάννης» ἡ ὁποία παραθέτει τὰς ἐρωτήσεις καὶ τὰς ἀπαντήσεις προσθέσασα καὶ τὰς κάτωθι παρατηρήσεις: Ἡ Γερμανικὴ πίστωσις εἰς τὸ ἐξωτερικόν, γράφει, κατήλθεν εἰς 435 ἑκατομμύρια τὴν 31 Ἰανουαρίου 1916, ἐνῷ κατὰ τὸ 1915 ἡ πίστωσις αὕτη ἦτο ἐν θεσσαράκοντα (60, 295, 390, 502)
italoi-rule (968, 1360, 1588, 1361)
ora4-article (968, 1626, 1588, 1875)
column-rule-5 (502, 1765, 503, 2140)
col-c (509, 592, 731, 1498)
kapna-owner: Α. ΑΛΕΞΑΝΔΡΙΔΟΥ (781, 301, 918, 321)
ad-mystiriodis: Ο ΜΥΣΤΗΡΙΩΔΗΣ (108, 1932, 474, 1990)
lead-title-2: ΜΕΤΑΞΥ ΑΓΓΛΙΑΣ ΚΑΙ ΓΕΡΜΑΝΙΑΣ (120, 218, 670, 259)
adeiai-title1: ΑΙ ΑΔΕΙΑΙ (796, 976, 903, 1006)
ad-atlas: ΑΤΛΑΣ (662, 1768, 808, 1808)
voyrla-title2: ΕΒΟΜΒΑΡΔΙΣΘΗΣΑΝ (302, 1423, 472, 1445)
dimoprasia-title: ΔΗΜΟΠΡΑΣΙΑ ΧΟΡΤΩΝ (545, 1124, 695, 1142)
iosif-title2: ΕΙΣ ΑΘΗΝΑΣ (85, 622, 240, 652)
trogontai-text: ΑΘΗΝΑΙ 6.— Ἐξακριβοῦται ὅτι αἱ σχέσεις τῆς Γερμανίας μετὰ τῆς Τουρκίας ἐτάραχθησαν ἕνεκα τῆς ἀπαιτήσεως τῶν Βουλγάρων ὅπως προσαρτηθῶσιν εἰς τὴν Βουλγαρίαν τὰ ἐδάφη τῆς Ἀνατολικῆς Θρᾴκης μέχρι τῆς γραμμῆς Αἴνου—Μηδείας. (742, 1209, 957, 1336)
italoi-article (968, 1366, 1588, 1628)
proxorisis-text: ΑΘΗΝΑΙ ὁ Κατὰ τηλεγραφήματα ἐκ Πετρουπόλεως ἡ ἀποβιβασθεῖσα ναυτικὴ δύναμις προέλασεν εἰς τὰ ὅπλα τῆς ὀρεινῆς τῆς Ἐρζερούμ. (279, 1300, 495, 1379)
ora4-text-right: — Ἐπίσημον ἀνακοινωθὲν ἐκ Ρωσίου βεβαιοῖ ὅτι Γαλλικὰ ἀεροπλάνα ἐπέδραμον καὶ ἐρρίψαν βόμβας συγκεντρώσεως τῶν εἰς τὸ «Ἄλς». — Τηλεγραφεῖται ἐκ Πετρουπόλεως ὅτι κατόπιν τῶν ἐπιτυχιῶν τῶν εἰς τὸ Ἐρζερούμ, ὁ ἀρχιστράτηγος Μέγας Δοὺξ ἀνακηρύχθη. — Τηλεγραφεῖται ἐκ Βασιγκτῶνος ὅτι ἡ Ἀμερικανικὴ κυβέρνησις ζητεῖ παρὰ τῆς Γερμανίας τὴν ἱκανοποίησιν διὰ τὸ ἐπεισόδιον τῆς «Λουζιτανίας». (1293, 1667, 1588, 1875)
italoi-subtitle: ΔΙΠΛΑΣΙΑΣΜΟΣ ΤΗΣ ΠΑΡΑΓΩΓΗΣ ΤΩΝ ΕΡΓΟΣΤΑΣΙΩΝ (1096, 1443, 1460, 1462)
panikos-text-left: ΑΘΗΝΑΙ 6. Τηλεγραφήματα διπλωματικῆς πηγῆς ἀγγέλλουν ἐκ Κωνσταντινουπόλεως ὅτι ὁ πανικὸς ὅστις ἐδημιουργήθη ἐν Κωνσταντινουπόλει ἕνεκα τῆς πτώσεως τῆς Ἐρζερούμ, εἶναι ἀπερίγραπτος. Εἰς τὴν συνεδρίασιν ἐγένοντο σκηναὶ μὲ ζωηρὰς ἐκδηλώσεις ἐναντίον τῆς κυβερνήσεως. Οἱ παλαιότουρκοι ἐκμεταλλευόμενοι τὸ γεγονὸς καὶ παριστάνουν αὐτὸ ὡς ἀπαρχὴν τῆς ἀπολείας τοῦ Ἀσιατικοῦ κράτους τῆς Τουρκίας, ὁ δὲ λαὸς φρονεῖ ὅτι εἶναι ἀδύνατον νὰ ἐπιζήσῃ τὸ Τουρκικὸν κράτος. Καὶ εἶναι μεγάλη ἡ κατακραυγή (968, 803, 1281, 1010)
lead-title-1: ΣΥΓΚΡΙΣΙΣ ΤΩΝ ΟΙΚΟΝΟΜΙΚΩΝ (142, 175, 648, 216)
trogontai-title1: ΤΡΩΓΟΝΤΑΙ (789, 1159, 910, 1187)
